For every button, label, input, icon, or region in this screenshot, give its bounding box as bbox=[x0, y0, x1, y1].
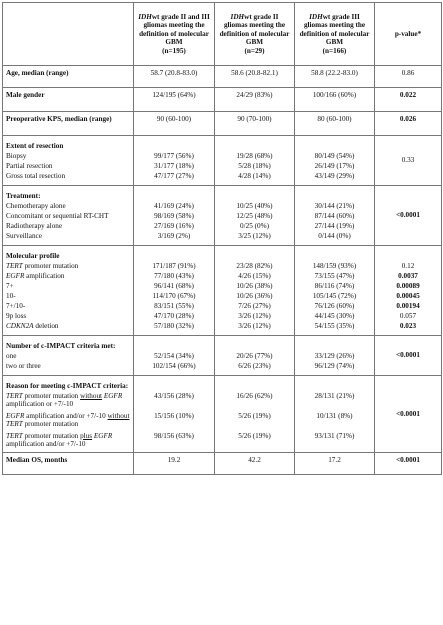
reason-c1 bbox=[134, 376, 215, 453]
treatment-c2 bbox=[215, 186, 295, 246]
molecular-p-tert: 0.12 bbox=[401, 262, 415, 270]
age-c3: 58.8 (22.2-83.0) bbox=[295, 66, 375, 88]
header-col3-text: wt grade III gliomas meeting the definition of molecular GBM bbox=[299, 12, 370, 47]
header-col1-n: (n=195) bbox=[162, 46, 186, 55]
header-col1 bbox=[134, 3, 215, 66]
header-col3 bbox=[295, 3, 375, 66]
cimpact-c1 bbox=[134, 336, 215, 376]
molecular-c2-row: 3/26 (12%) bbox=[238, 322, 271, 330]
cimpact-title: Number of c-IMPACT criteria met: bbox=[6, 342, 116, 350]
header-col1-idh: IDH bbox=[138, 12, 152, 21]
os-c1: 19.2 bbox=[134, 453, 215, 475]
treatment-c2-surv: 3/25 (12%) bbox=[238, 232, 271, 240]
reason-c3 bbox=[295, 376, 375, 453]
reason-c2 bbox=[215, 376, 295, 453]
resection-c2-partial: 5/28 (18%) bbox=[238, 162, 271, 170]
header-col2-text: wt grade II gliomas meeting the definition of molecular GBM bbox=[219, 12, 290, 47]
kps-row bbox=[3, 112, 442, 136]
molecular-c3-row: 86/116 (74%) bbox=[314, 282, 355, 290]
molecular-c1-row: 96/141 (68%) bbox=[154, 282, 194, 290]
molecular-c3-row: 54/155 (35%) bbox=[314, 322, 355, 330]
treatment-label-chemo: Chemotherapy alone bbox=[6, 202, 66, 210]
male-label: Male gender bbox=[3, 88, 134, 112]
header-col2-n: (n=29) bbox=[244, 46, 265, 55]
resection-label-gross: Gross total resection bbox=[6, 172, 66, 180]
molecular-c1-row: 77/180 (43%) bbox=[154, 272, 194, 280]
molecular-labels bbox=[3, 246, 134, 336]
resection-label-biopsy: Biopsy bbox=[6, 152, 27, 160]
treatment-c3 bbox=[295, 186, 375, 246]
kps-p: 0.026 bbox=[375, 112, 442, 136]
reason-c2-row: 16/26 (62%) bbox=[236, 392, 273, 400]
resection-c1-gross: 47/177 (27%) bbox=[154, 172, 194, 180]
treatment-c2-chemo: 10/25 (40%) bbox=[236, 202, 273, 210]
resection-c3-partial: 26/149 (17%) bbox=[314, 162, 355, 170]
reason-label-3: TERT promoter mutation plus EGFR amplification and/or +7/-10 bbox=[6, 432, 113, 449]
molecular-p-9p: 0.057 bbox=[399, 312, 417, 320]
cimpact-c1-two: 102/154 (66%) bbox=[152, 362, 196, 370]
molecular-p bbox=[375, 246, 442, 336]
treatment-c3-rt: 27/144 (19%) bbox=[314, 222, 355, 230]
molecular-label-9p: 9p loss bbox=[6, 312, 27, 320]
male-row bbox=[3, 88, 442, 112]
molecular-c1-row: 114/170 (67%) bbox=[152, 292, 196, 300]
header-col3-idh: IDH bbox=[309, 12, 323, 21]
resection-title: Extent of resection bbox=[6, 142, 64, 150]
treatment-title: Treatment: bbox=[6, 192, 41, 200]
cimpact-c1-one: 52/154 (34%) bbox=[154, 352, 194, 360]
resection-p: 0.33 bbox=[375, 136, 442, 186]
molecular-label-egfr: EGFR amplification bbox=[6, 272, 65, 280]
cimpact-c3-two: 96/129 (74%) bbox=[314, 362, 355, 370]
resection-c1 bbox=[134, 136, 215, 186]
resection-c1-partial: 31/177 (18%) bbox=[154, 162, 194, 170]
resection-c2-gross: 4/28 (14%) bbox=[238, 172, 271, 180]
molecular-c3-row: 44/145 (30%) bbox=[314, 312, 355, 320]
treatment-c3-surv: 0/144 (0%) bbox=[318, 232, 351, 240]
reason-section bbox=[3, 376, 442, 453]
resection-c2-biopsy: 19/28 (68%) bbox=[236, 152, 273, 160]
male-p: 0.022 bbox=[375, 88, 442, 112]
male-c3: 100/166 (60%) bbox=[295, 88, 375, 112]
molecular-c1-row: 83/151 (55%) bbox=[154, 302, 194, 310]
molecular-c3-row: 105/145 (72%) bbox=[312, 292, 357, 300]
reason-c3-row: 93/131 (71%) bbox=[314, 432, 355, 440]
treatment-c1 bbox=[134, 186, 215, 246]
os-label: Median OS, months bbox=[3, 453, 134, 475]
molecular-c3 bbox=[295, 246, 375, 336]
molecular-p-7plus10minus: 0.00194 bbox=[396, 302, 420, 310]
molecular-label-tert: TERT promoter mutation bbox=[6, 262, 79, 270]
molecular-p-10minus: 0.00045 bbox=[396, 292, 420, 300]
resection-labels bbox=[3, 136, 134, 186]
molecular-label-cdkn2a: CDKN2A deletion bbox=[6, 322, 59, 330]
header-empty bbox=[3, 3, 134, 66]
reason-label-1: TERT promoter mutation without EGFR amplification or +7/-10 bbox=[6, 392, 123, 409]
treatment-label-rt: Radiotherapy alone bbox=[6, 222, 63, 230]
molecular-c3-row: 76/126 (60%) bbox=[314, 302, 355, 310]
treatment-c1-chemo: 41/169 (24%) bbox=[154, 202, 194, 210]
treatment-c1-rt: 27/169 (16%) bbox=[154, 222, 194, 230]
cimpact-c2 bbox=[215, 336, 295, 376]
molecular-label-10minus: 10- bbox=[6, 292, 16, 300]
molecular-c1 bbox=[134, 246, 215, 336]
resection-c1-biopsy: 99/177 (56%) bbox=[154, 152, 194, 160]
reason-c1-row: 43/156 (28%) bbox=[154, 392, 194, 400]
molecular-c1-row: 47/170 (28%) bbox=[154, 312, 194, 320]
kps-c3: 80 (60-100) bbox=[295, 112, 375, 136]
reason-title: Reason for meeting c-IMPACT criteria: bbox=[6, 382, 129, 390]
resection-label-partial: Partial resection bbox=[6, 162, 53, 170]
molecular-section bbox=[3, 246, 442, 336]
kps-c2: 90 (70-100) bbox=[215, 112, 295, 136]
header-col1-text: wt grade II and III gliomas meeting the definition of molecular GBM bbox=[139, 12, 210, 47]
reason-p: <0.0001 bbox=[375, 376, 442, 453]
cimpact-c3-one: 33/129 (26%) bbox=[314, 352, 355, 360]
os-c3: 17.2 bbox=[295, 453, 375, 475]
reason-labels bbox=[3, 376, 134, 453]
cimpact-labels bbox=[3, 336, 134, 376]
molecular-p-egfr: 0.0037 bbox=[398, 272, 418, 280]
reason-c3-row: 10/131 (8%) bbox=[316, 412, 353, 420]
molecular-p-7plus: 0.00089 bbox=[396, 282, 420, 290]
resection-c3-biopsy: 80/149 (54%) bbox=[314, 152, 355, 160]
molecular-p-cdkn2a: 0.023 bbox=[399, 322, 417, 330]
resection-c3-gross: 43/149 (29%) bbox=[314, 172, 355, 180]
male-c1: 124/195 (64%) bbox=[134, 88, 215, 112]
cimpact-c2-two: 6/26 (23%) bbox=[238, 362, 271, 370]
treatment-labels bbox=[3, 186, 134, 246]
os-c2: 42.2 bbox=[215, 453, 295, 475]
treatment-c1-surv: 3/169 (2%) bbox=[157, 232, 191, 240]
treatment-c3-rtcht: 87/144 (60%) bbox=[314, 212, 355, 220]
age-p: 0.86 bbox=[375, 66, 442, 88]
reason-c3-row: 28/131 (21%) bbox=[314, 392, 355, 400]
molecular-c1-row: 171/187 (91%) bbox=[152, 262, 196, 270]
molecular-label-7plus: 7+ bbox=[6, 282, 14, 290]
kps-label: Preoperative KPS, median (range) bbox=[3, 112, 134, 136]
age-label: Age, median (range) bbox=[3, 66, 134, 88]
molecular-c3-row: 148/159 (93%) bbox=[312, 262, 357, 270]
header-col2 bbox=[215, 3, 295, 66]
treatment-c2-rt: 0/25 (0%) bbox=[240, 222, 269, 230]
header-col3-n: (n=166) bbox=[322, 46, 347, 55]
treatment-c2-rtcht: 12/25 (48%) bbox=[236, 212, 273, 220]
cimpact-label-one: one bbox=[6, 352, 17, 360]
treatment-p: <0.0001 bbox=[375, 186, 442, 246]
treatment-label-surv: Surveillance bbox=[6, 232, 42, 240]
resection-c3 bbox=[295, 136, 375, 186]
os-row bbox=[3, 453, 442, 475]
resection-c2 bbox=[215, 136, 295, 186]
cimpact-c2-one: 20/26 (77%) bbox=[236, 352, 273, 360]
treatment-c1-rtcht: 98/169 (58%) bbox=[154, 212, 194, 220]
reason-c2-row: 5/26 (19%) bbox=[238, 412, 271, 420]
molecular-c2-row: 23/28 (82%) bbox=[236, 262, 273, 270]
molecular-c2-row: 3/26 (12%) bbox=[238, 312, 271, 320]
male-c2: 24/29 (83%) bbox=[215, 88, 295, 112]
molecular-c3-row: 73/155 (47%) bbox=[314, 272, 355, 280]
reason-c1-row: 98/156 (63%) bbox=[154, 432, 194, 440]
age-row bbox=[3, 66, 442, 88]
molecular-c2-row: 7/26 (27%) bbox=[238, 302, 271, 310]
treatment-c3-chemo: 30/144 (21%) bbox=[314, 202, 355, 210]
header-pvalue: p-value* bbox=[375, 3, 442, 66]
header-row bbox=[3, 3, 442, 66]
resection-section bbox=[3, 136, 442, 186]
molecular-c2-row: 4/26 (15%) bbox=[238, 272, 271, 280]
results-table bbox=[2, 2, 442, 475]
age-c2: 58.6 (20.8-82.1) bbox=[215, 66, 295, 88]
treatment-label-rtcht: Concomitant or sequential RT-CHT bbox=[6, 212, 109, 220]
age-c1: 58.7 (20.8-83.0) bbox=[134, 66, 215, 88]
molecular-c2 bbox=[215, 246, 295, 336]
molecular-c2-row: 10/26 (36%) bbox=[236, 292, 273, 300]
cimpact-label-two: two or three bbox=[6, 362, 41, 370]
cimpact-p: <0.0001 bbox=[375, 336, 442, 376]
molecular-c1-row: 57/180 (32%) bbox=[154, 322, 194, 330]
molecular-label-7plus10minus: 7+/10- bbox=[6, 302, 26, 310]
treatment-section bbox=[3, 186, 442, 246]
kps-c1: 90 (60-100) bbox=[134, 112, 215, 136]
os-p: <0.0001 bbox=[375, 453, 442, 475]
reason-c2-row: 5/26 (19%) bbox=[238, 432, 271, 440]
header-col2-idh: IDH bbox=[230, 12, 245, 21]
reason-label-2: EGFR amplification and/or +7/-10 without TERT promoter mutation bbox=[6, 412, 130, 429]
reason-c1-row: 15/156 (10%) bbox=[154, 412, 194, 420]
molecular-c2-row: 10/26 (38%) bbox=[236, 282, 273, 290]
cimpact-c3 bbox=[295, 336, 375, 376]
molecular-title: Molecular profile bbox=[6, 252, 60, 260]
cimpact-section bbox=[3, 336, 442, 376]
